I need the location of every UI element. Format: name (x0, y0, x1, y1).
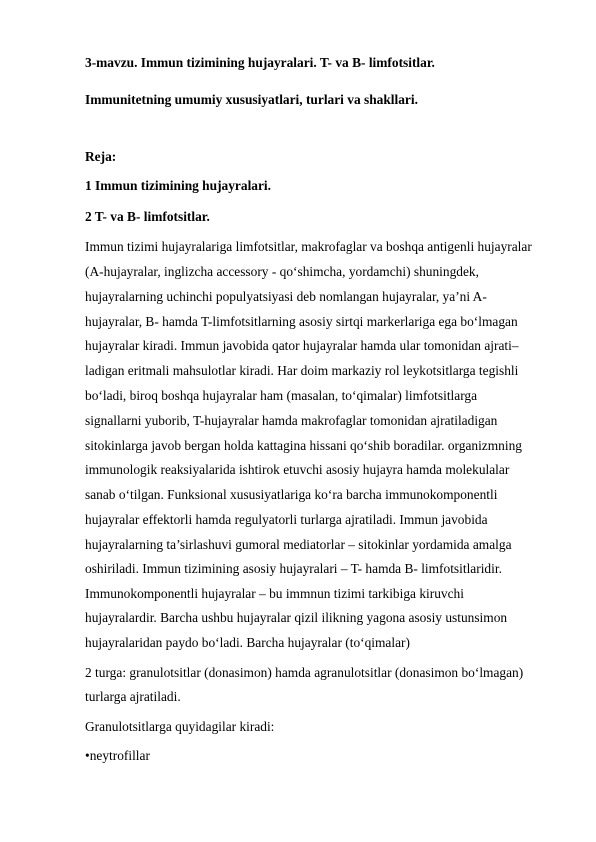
subtopic-heading: Immunitetning umumiy xususiyatlari, turlari va shakllari. (85, 92, 418, 107)
paragraph-line: Immunokomponentli hujayralar – bu immnun tizimi tarkibiga kiruvchi (85, 586, 464, 601)
topic-heading: 3-mavzu. Immun tizimining hujayralari. T- va B- limfotsitlar. (85, 55, 435, 70)
bullet-item: •neytrofillar (85, 748, 150, 763)
paragraph-line: turlarga ajratiladi. (85, 689, 181, 704)
paragraph-line: signallarni yuborib, T-hujayralar hamda makrofaglar tomonidan ajratiladigan (85, 413, 498, 428)
paragraph-line: immunologik reaksiyalarida ishtirok etuvchi asosiy hujayra hamda molekulalar (85, 462, 510, 477)
paragraph-line: oshiriladi. Immun tizimining asosiy hujayralari – T- hamda B- limfotsitlaridir. (85, 561, 502, 576)
paragraph-line: bo‘ladi, biroq boshqa hujayralar ham (masalan, to‘qimalar) limfotsitlarga (85, 388, 478, 403)
paragraph-3: Granulotsitlarga quyidagilar kiradi: (85, 719, 275, 734)
plan-item: 1 Immun tizimining hujayralari. (85, 178, 271, 193)
paragraph-line: hujayralar effektorli hamda regulyatorli turlarga ajratiladi. Immun javobida (85, 512, 488, 527)
paragraph-line: hujayralaridan paydo bo‘ladi. Barcha hujayralar (to‘qimalar) (85, 635, 410, 650)
paragraph-line: (A-hujayralar, inglizcha accessory - qo‘shimcha, yordamchi) shuningdek, (85, 264, 479, 279)
paragraph-line: hujayralar kiradi. Immun javobida qator hujayralar hamda ular tomonidan ajrati– (85, 338, 519, 353)
plan-label: Reja: (85, 149, 117, 164)
paragraph-line: hujayralardir. Barcha ushbu hujayralar qizil ilikning yagona asosiy ustunsimon (85, 610, 508, 625)
paragraph-line: hujayralarning uchinchi populyatsiyasi deb nomlangan hujayralar, ya’ni A- (85, 289, 487, 304)
paragraph-line: Immun tizimi hujayralariga limfotsitlar, makrofaglar va boshqa antigenli hujayralar (85, 239, 532, 254)
plan-item: 2 T- va B- limfotsitlar. (85, 209, 210, 224)
paragraph-line: hujayralarning ta’sirlashuvi gumoral mediatorlar – sitokinlar yordamida amalga (85, 537, 512, 552)
paragraph-line: sanab o‘tilgan. Funksional xususiyatlariga ko‘ra barcha immunokomponentli (85, 487, 498, 502)
paragraph-line: hujayralar, B- hamda T-limfotsitlarning asosiy sirtqi markerlariga ega bo‘lmagan (85, 314, 518, 329)
paragraph-line: ladigan eritmali mahsulotlar kiradi. Har doim markaziy rol leykotsitlarga tegishli (85, 363, 519, 378)
paragraph-line: 2 turga: granulotsitlar (donasimon) hamda agranulotsitlar (donasimon bo‘lmagan) (85, 665, 524, 680)
paragraph-line: sitokinlarga javob bergan holda kattagina hissani qo‘shib boradilar. organizmning (85, 438, 522, 453)
